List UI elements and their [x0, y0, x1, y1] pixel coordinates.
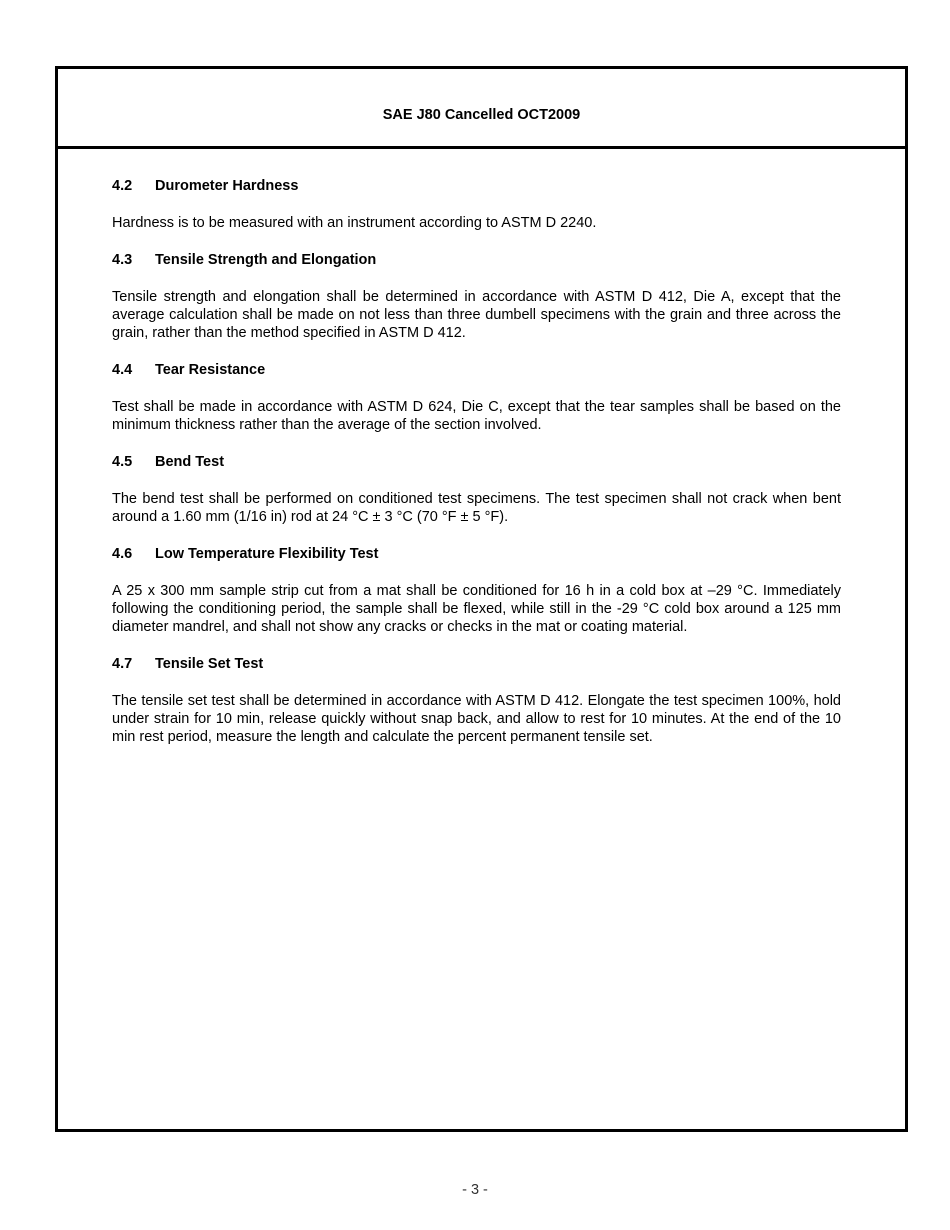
section-title: Low Temperature Flexibility Test: [155, 546, 379, 562]
section-number: 4.7: [112, 656, 133, 672]
section-heading: [112, 545, 841, 563]
section-title: Tear Resistance: [155, 362, 266, 378]
page-number: - 3 -: [462, 1182, 488, 1198]
section-number: 4.5: [112, 454, 133, 470]
section-heading: [112, 655, 841, 673]
section-heading: [112, 177, 841, 195]
section-heading: [112, 453, 841, 471]
section-heading: [112, 361, 841, 379]
section-number: 4.6: [112, 546, 133, 562]
section-title: Tensile Strength and Elongation: [155, 252, 377, 268]
document-title: SAE J80 Cancelled OCT2009: [382, 107, 581, 123]
section-title: Durometer Hardness: [155, 178, 299, 194]
section-number: 4.4: [112, 362, 133, 378]
section-title: Tensile Set Test: [155, 656, 264, 672]
section-paragraph: Tensile strength and elongation shall be determined in accordance with ASTM D 412, Die A, except that the average calculation shall be made on not less than three dumbell specimens with the grain and three across the grain, rather than the method specified in ASTM D 412.: [112, 289, 841, 341]
section-title: Bend Test: [155, 454, 225, 470]
section-paragraph: The tensile set test shall be determined in accordance with ASTM D 412. Elongate the test specimen 100%, hold under strain for 10 min, release quickly without snap back, and allow to rest for 10 minutes. At the end of the 10 min rest period, measure the length and calculate the percent permanent tensile set.: [112, 693, 841, 745]
section-paragraph: A 25 x 300 mm sample strip cut from a mat shall be conditioned for 16 h in a cold box at –29 °C. Immediately following the conditioning period, the sample shall be flexed, while still in the -29 °C cold box around a 125 mm diameter mandrel, and shall not show any cracks or checks in the mat or coating material.: [112, 583, 841, 635]
section-heading: [112, 251, 841, 269]
page-frame: [55, 66, 908, 1132]
section-paragraph: Test shall be made in accordance with ASTM D 624, Die C, except that the tear samples shall be based on the minimum thickness rather than the average of the section involved.: [112, 399, 841, 433]
section-number: 4.3: [112, 252, 133, 268]
section-paragraph: The bend test shall be performed on conditioned test specimens. The test specimen shall not crack when bent around a 1.60 mm (1/16 in) rod at 24 °C ± 3 °C (70 °F ± 5 °F).: [112, 491, 841, 525]
section-number: 4.2: [112, 178, 133, 194]
document-body: [112, 177, 841, 765]
section-paragraph: Hardness is to be measured with an instrument according to ASTM D 2240.: [112, 215, 597, 231]
document-header: [58, 69, 905, 149]
